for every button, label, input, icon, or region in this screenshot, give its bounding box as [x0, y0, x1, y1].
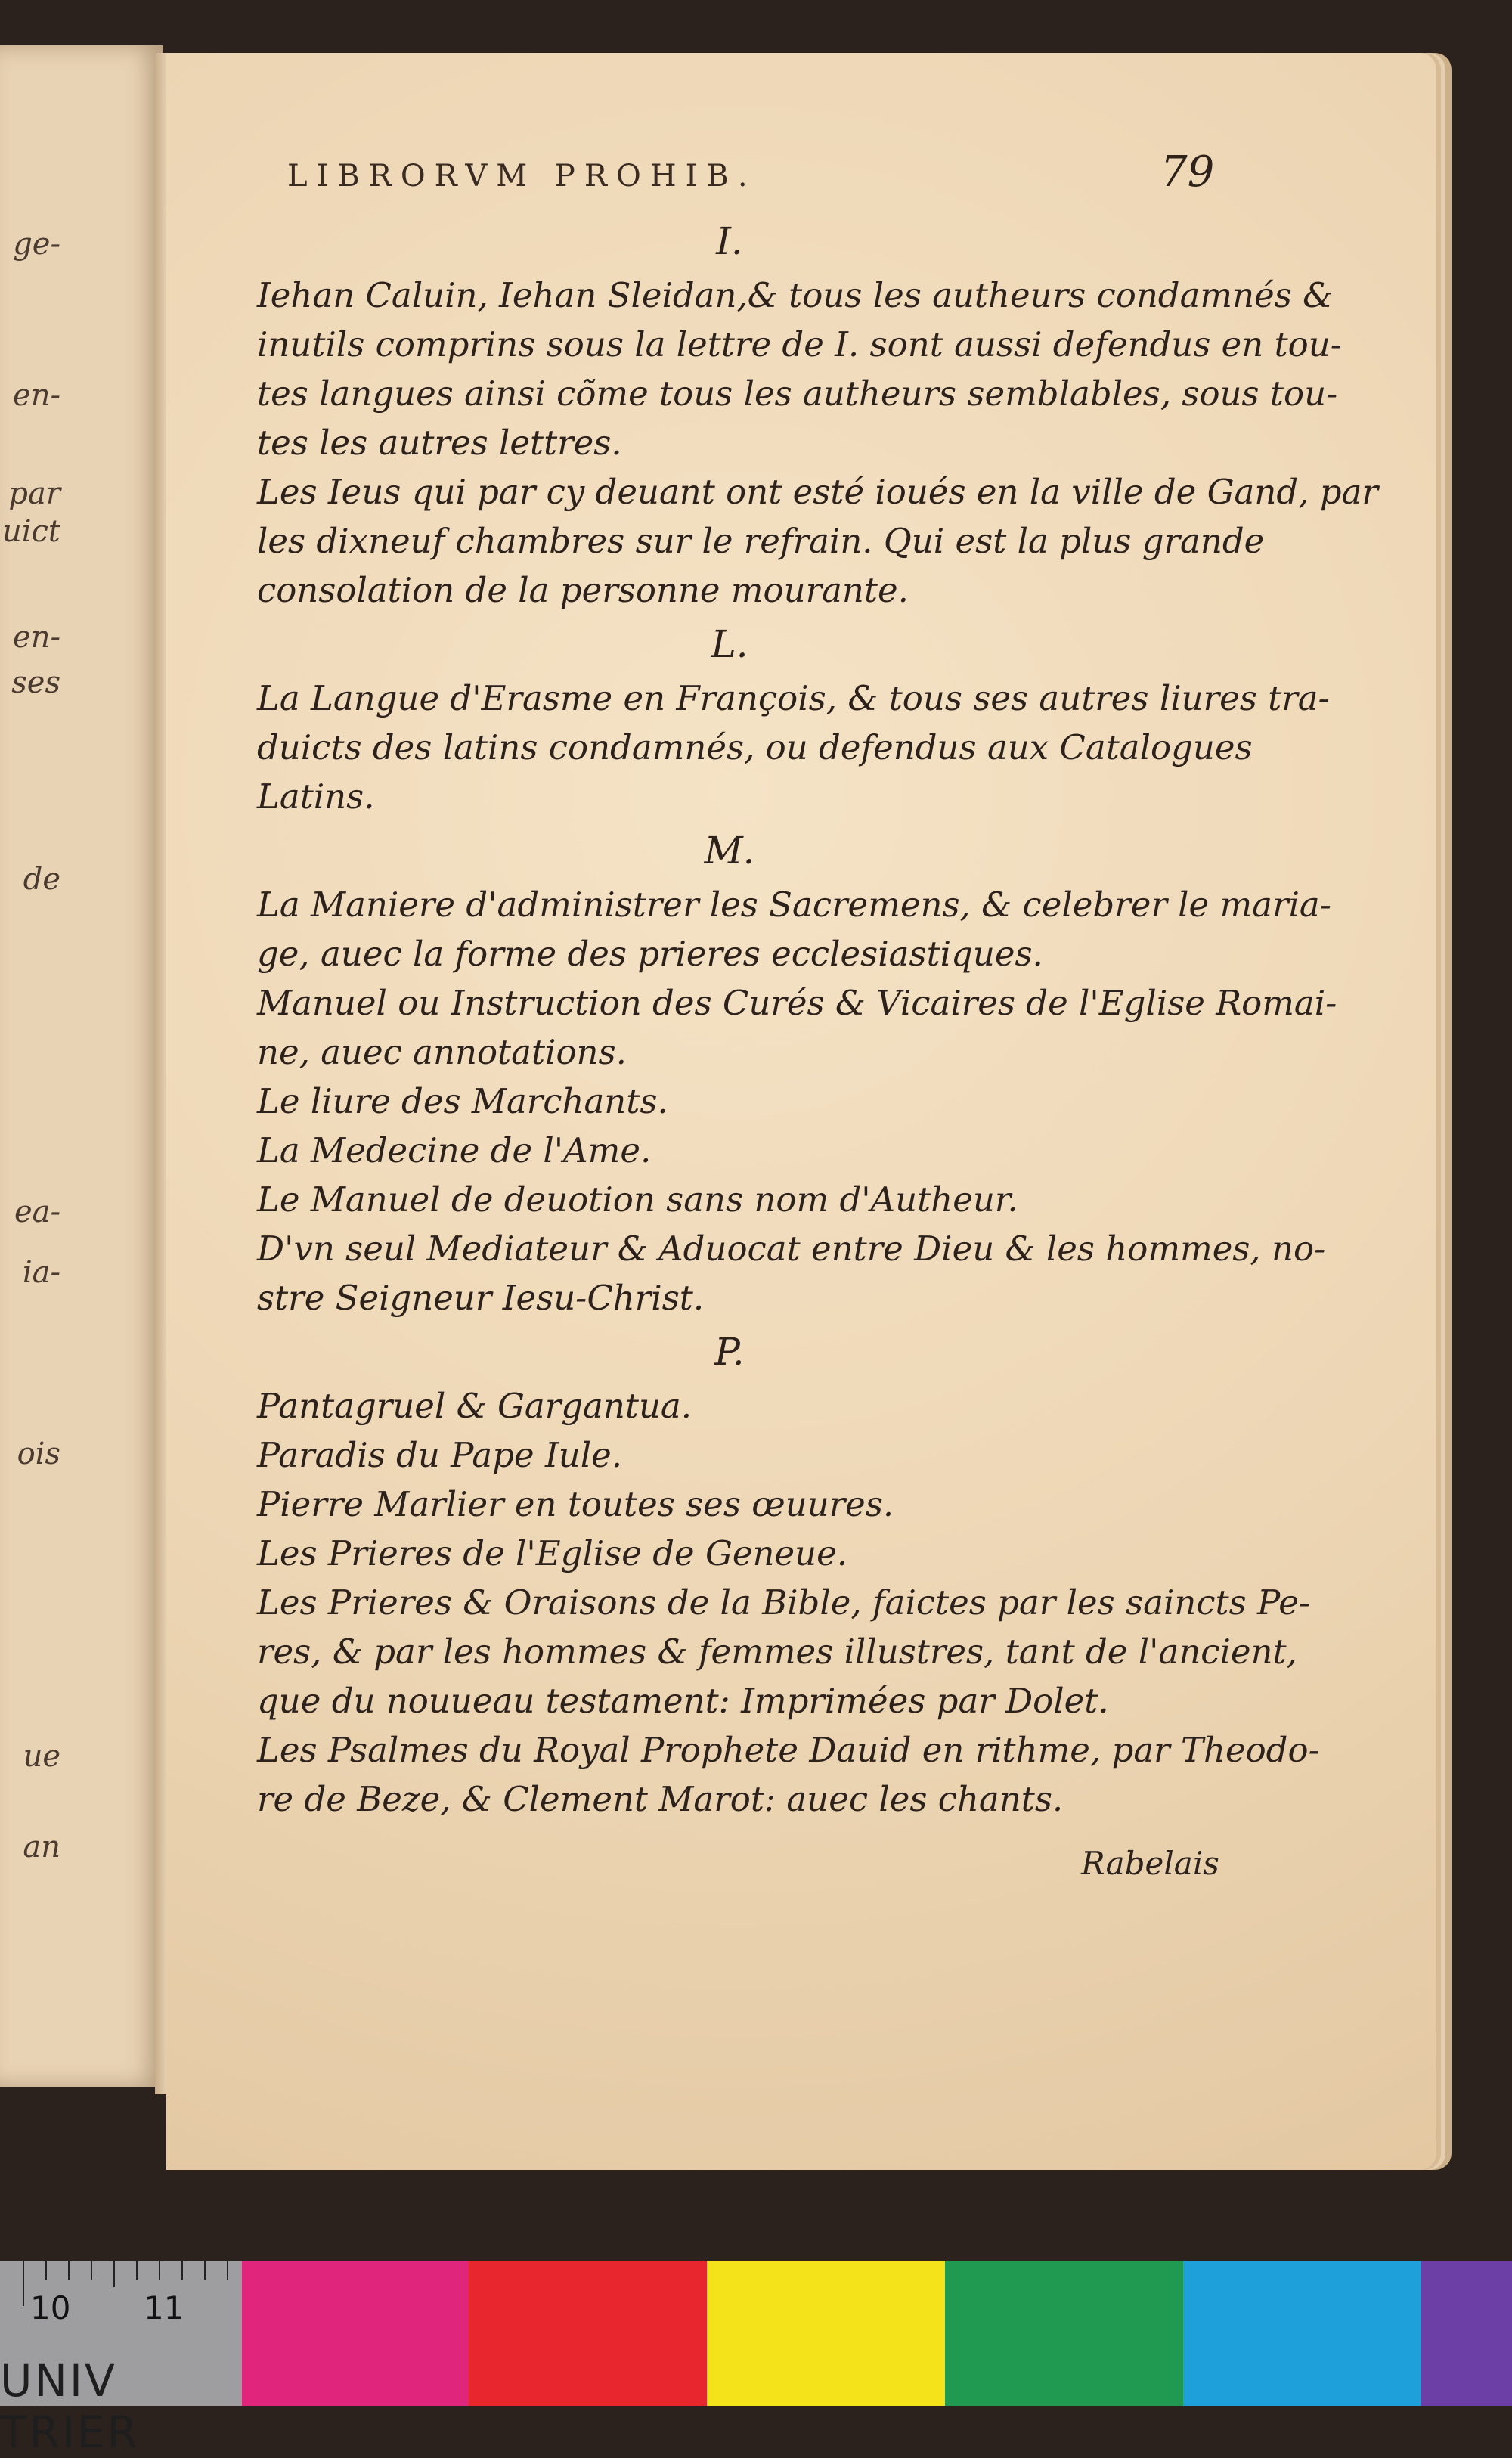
entry-line: tes langues ainsi cõme tous les autheurs semblables, sous tou- — [257, 374, 1338, 414]
book-entry — [257, 1529, 1232, 1578]
page-number: 79 — [1160, 147, 1215, 197]
ruler-number: 11 — [144, 2289, 184, 2326]
left-margin-fragment: ge- — [13, 227, 60, 262]
left-margin-fragment: uict — [2, 514, 60, 549]
color-calibration-strip — [0, 2261, 1512, 2458]
ruler-number: 10 — [30, 2289, 71, 2326]
entry-line: stre Seigneur Iesu-Christ. — [257, 1278, 705, 1318]
book-entry — [257, 1077, 1232, 1126]
entry-line: Iehan Caluin, Iehan Sleidan,& tous les autheurs condamnés & — [257, 275, 1334, 315]
section-letter: M. — [704, 829, 755, 873]
left-margin-fragment: ue — [23, 1739, 60, 1774]
entry-line: Manuel ou Instruction des Curés & Vicaires de l'Eglise Romai- — [257, 983, 1337, 1023]
entry-line: Pantagruel & Gargantua. — [257, 1386, 692, 1426]
entry-line: Les Ieus qui par cy deuant ont esté ioués en la ville de Gand, par — [257, 472, 1378, 512]
book-entry — [257, 1126, 1232, 1175]
book-entry — [257, 880, 1331, 978]
section-letter: P. — [714, 1330, 745, 1374]
book-entry — [257, 1224, 1326, 1322]
entry-line: Les Prieres & Oraisons de la Bible, faictes par les saincts Pe- — [257, 1582, 1311, 1623]
left-margin-fragment: par — [8, 476, 60, 511]
running-head: LIBRORVM PROHIB. — [287, 159, 757, 194]
entry-line: ge, auec la forme des prieres ecclesiastiques. — [257, 934, 1043, 974]
entry-line: Latins. — [257, 776, 375, 817]
color-swatch — [1183, 2261, 1421, 2406]
catchword: Rabelais — [1081, 1845, 1219, 1882]
color-swatch — [242, 2261, 469, 2406]
entry-line: duicts des latins condamnés, ou defendus aux Catalogues — [257, 727, 1253, 767]
book-entry — [257, 1725, 1320, 1824]
book-entry — [257, 271, 1342, 467]
book-entry — [257, 674, 1330, 821]
entry-line: La Langue d'Erasme en François, & tous ses autres liures tra- — [257, 678, 1330, 718]
entry-line: Le Manuel de deuotion sans nom d'Autheur. — [257, 1179, 1018, 1220]
entry-line: tes les autres lettres. — [257, 423, 622, 463]
book-entry — [257, 1381, 1232, 1430]
entry-line: La Medecine de l'Ame. — [257, 1130, 652, 1170]
color-swatch — [1421, 2261, 1512, 2406]
book-entry — [257, 1578, 1311, 1725]
entry-line: res, & par les hommes & femmes illustres, tant de l'ancient, — [257, 1632, 1297, 1672]
entry-line: D'vn seul Mediateur & Aduocat entre Dieu & les hommes, no- — [257, 1229, 1326, 1269]
entry-line: Le liure des Marchants. — [257, 1081, 668, 1121]
entry-line: Les Prieres de l'Eglise de Geneue. — [257, 1533, 848, 1573]
left-margin-fragment: ea- — [14, 1195, 60, 1229]
entry-line: inutils comprins sous la lettre de I. sont aussi defendus en tou- — [257, 324, 1342, 364]
entry-line: les dixneuf chambres sur le refrain. Qui est la plus grande — [257, 521, 1265, 561]
book-entry — [257, 1480, 1232, 1529]
entry-line: re de Beze, & Clement Marot: auec les chants. — [257, 1779, 1064, 1819]
left-margin-fragment: de — [23, 862, 60, 897]
ruler — [0, 2261, 242, 2458]
section-letter: I. — [716, 219, 743, 263]
book-entry — [257, 467, 1378, 615]
page-text — [257, 212, 1378, 1824]
left-margin-fragment: ia- — [22, 1255, 60, 1290]
entry-line: ne, auec annotations. — [257, 1032, 627, 1072]
entry-line: La Maniere d'administrer les Sacremens, & celebrer le maria- — [257, 885, 1331, 925]
left-page — [0, 45, 163, 2087]
entry-line: Paradis du Pape Iule. — [257, 1435, 623, 1475]
entry-line: que du nouueau testament: Imprimées par Dolet. — [257, 1681, 1109, 1721]
entry-line: Les Psalmes du Royal Prophete Dauid en rithme, par Theodo- — [257, 1730, 1320, 1770]
book-entry — [257, 1175, 1232, 1224]
left-margin-fragment: en- — [13, 378, 60, 413]
entry-line: consolation de la personne mourante. — [257, 570, 909, 610]
left-margin-fragment: ois — [17, 1437, 60, 1471]
left-margin-fragment: ses — [11, 665, 60, 700]
left-margin-fragment: en- — [13, 620, 60, 655]
entry-line: Pierre Marlier en toutes ses œuures. — [257, 1484, 894, 1524]
ruler-label: UNIV TRIER — [0, 2355, 140, 2458]
section-letter: L. — [711, 622, 748, 666]
left-margin-fragment: an — [23, 1830, 60, 1864]
color-swatch — [945, 2261, 1183, 2406]
color-swatch — [707, 2261, 945, 2406]
book-entry — [257, 978, 1337, 1077]
color-swatch — [469, 2261, 707, 2406]
book-entry — [257, 1430, 1232, 1480]
